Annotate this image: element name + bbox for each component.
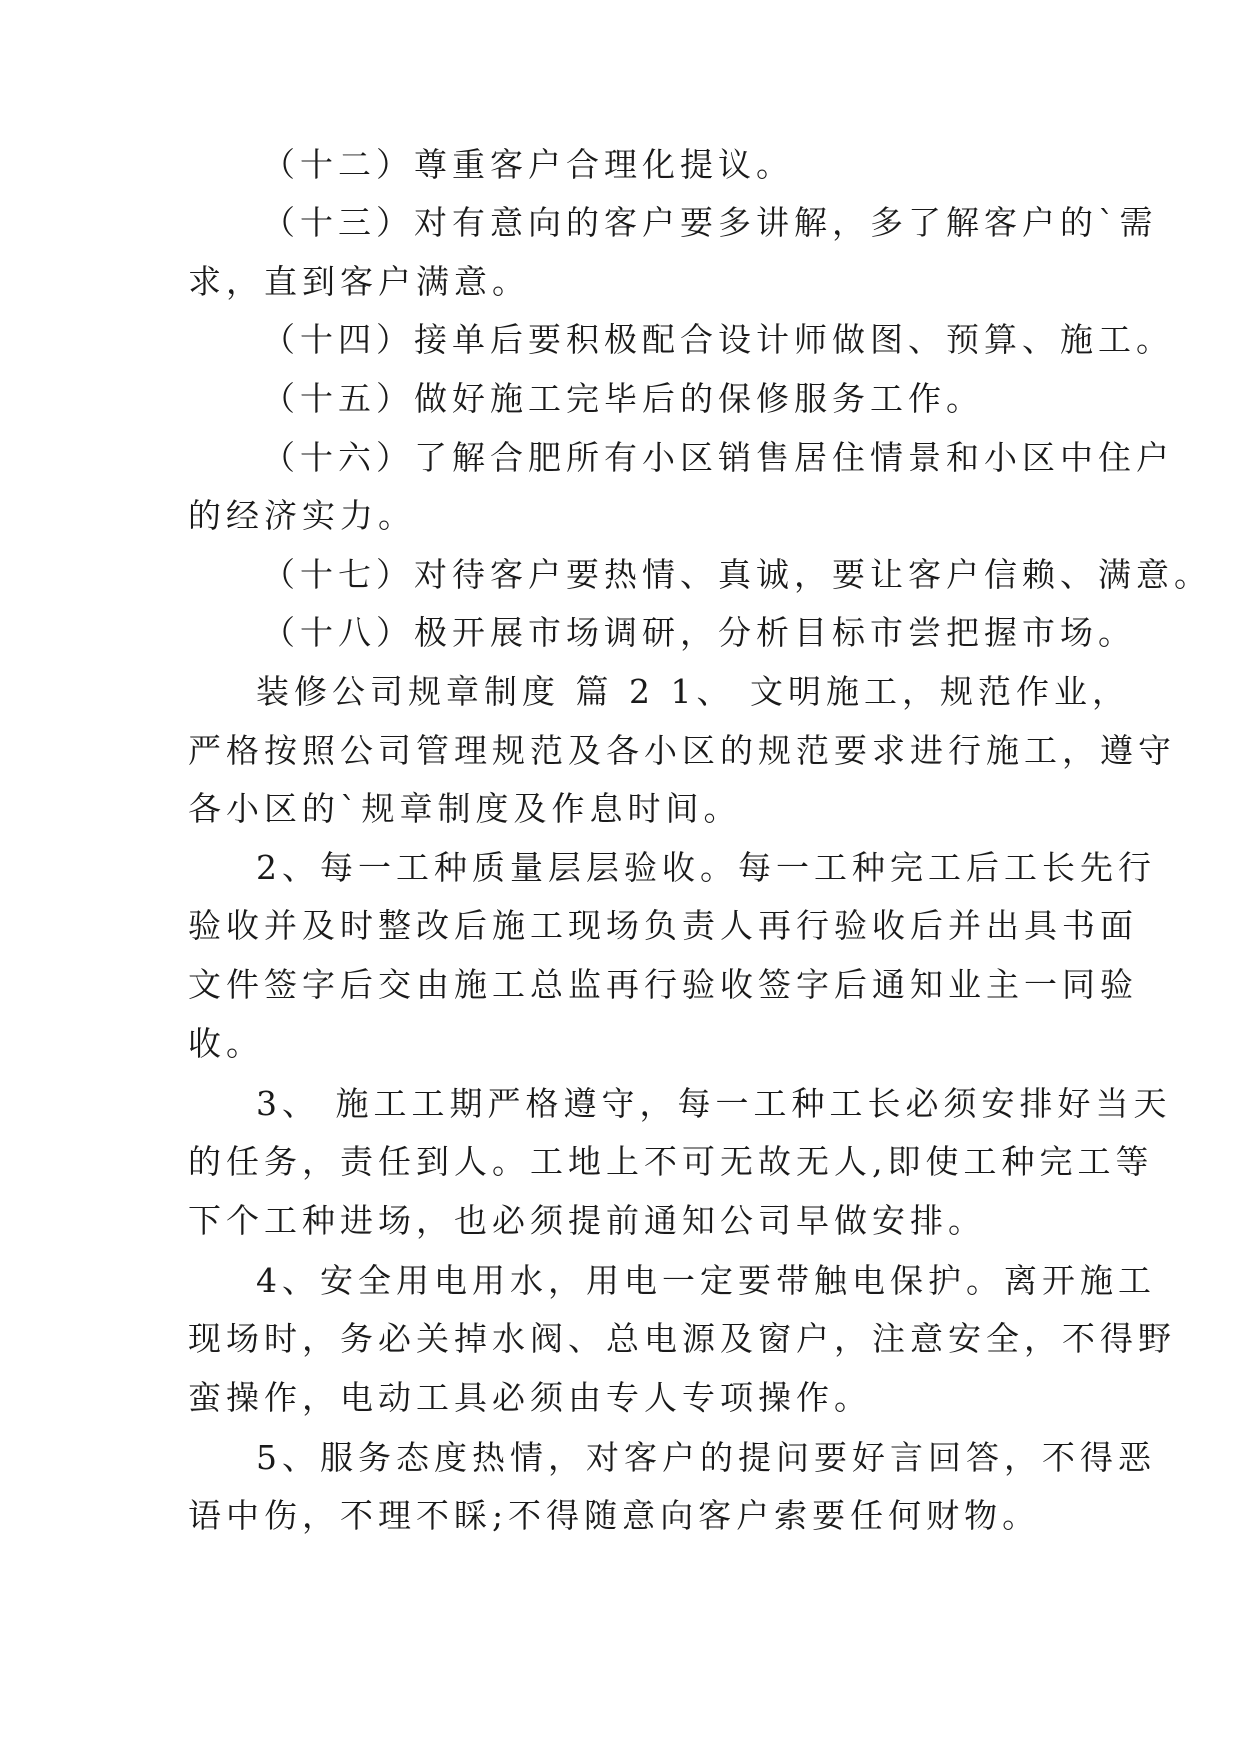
text-line: 3、 施工工期严格遵守，每一工种工长必须安排好当天 xyxy=(256,1084,1172,1123)
text-line: 严格按照公司管理规范及各小区的规范要求进行施工，遵守 xyxy=(188,731,1176,770)
text-line: （十五）做好施工完毕后的保修服务工作。 xyxy=(262,379,984,418)
text-line: 蛮操作，电动工具必须由专人专项操作。 xyxy=(188,1378,872,1417)
text-line: （十四）接单后要积极配合设计师做图、预算、施工。 xyxy=(262,320,1174,359)
text-line: 现场时，务必关掉水阀、总电源及窗户，注意安全，不得野 xyxy=(188,1319,1176,1358)
text-line: 的任务，责任到人。工地上不可无故无人,即使工种完工等 xyxy=(188,1142,1154,1181)
text-line: 2、每一工种质量层层验收。每一工种完工后工长先行 xyxy=(256,848,1156,887)
text-line: 各小区的`规章制度及作息时间。 xyxy=(188,789,742,828)
text-line: （十七）对待客户要热情、真诚，要让客户信赖、满意。 xyxy=(262,555,1212,594)
text-line: 求，直到客户满意。 xyxy=(188,262,530,301)
text-line: （十六）了解合肥所有小区销售居住情景和小区中住户 xyxy=(262,438,1174,477)
text-line: 文件签字后交由施工总监再行验收签字后通知业主一同验 xyxy=(188,965,1138,1004)
text-line: 5、服务态度热情，对客户的提问要好言回答，不得恶 xyxy=(256,1438,1156,1477)
text-line: 装修公司规章制度 篇 2 1、 文明施工，规范作业， xyxy=(256,672,1130,711)
text-line: 语中伤，不理不睬;不得随意向客户索要任何财物。 xyxy=(188,1496,1041,1535)
text-line: 的经济实力。 xyxy=(188,496,416,535)
text-line: （十三）对有意向的客户要多讲解，多了解客户的`需 xyxy=(262,203,1158,242)
text-line: 下个工种进场，也必须提前通知公司早做安排。 xyxy=(188,1201,986,1240)
text-line: （十八）极开展市场调研，分析目标市尝把握市场。 xyxy=(262,613,1136,652)
text-line: 验收并及时整改后施工现场负责人再行验收后并出具书面 xyxy=(188,906,1138,945)
text-line: 收。 xyxy=(188,1024,264,1063)
text-line: 4、安全用电用水，用电一定要带触电保护。离开施工 xyxy=(256,1261,1156,1300)
text-line: （十二）尊重客户合理化提议。 xyxy=(262,145,794,184)
